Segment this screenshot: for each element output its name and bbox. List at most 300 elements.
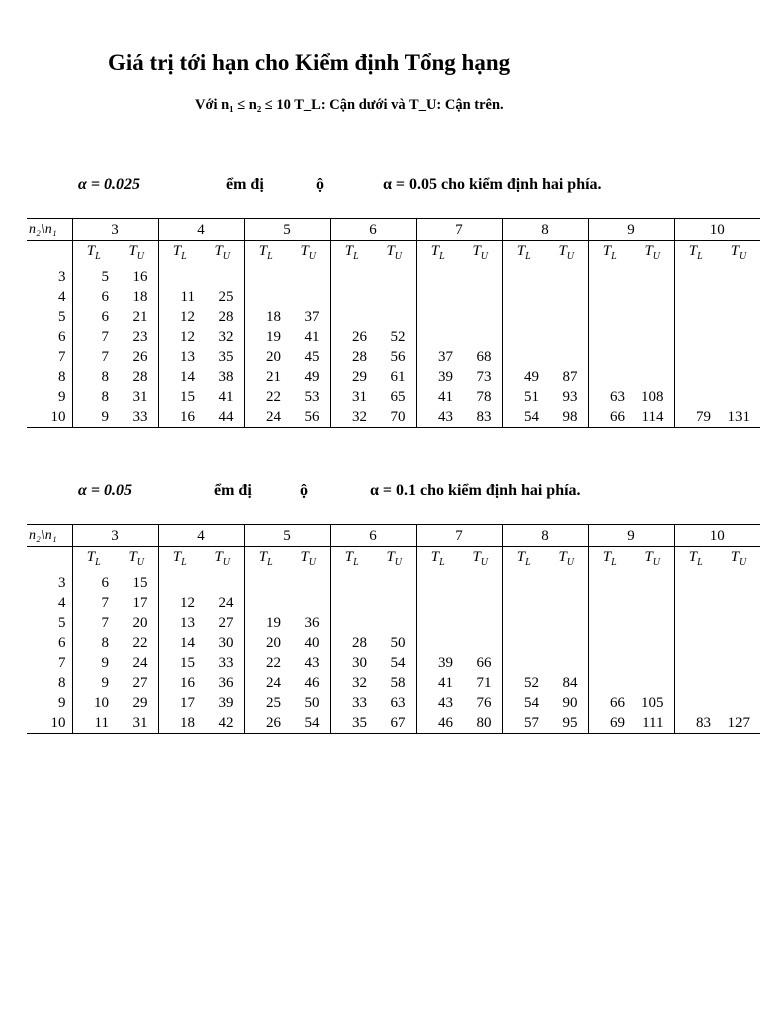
tu-value (717, 267, 760, 287)
tu-value (631, 593, 674, 613)
tu-value (459, 573, 502, 593)
tl-value: 6 (72, 307, 115, 327)
n2-label: 9 (27, 387, 72, 407)
tl-value (158, 267, 201, 287)
tl-value: 46 (416, 713, 459, 734)
tl-value: 8 (72, 387, 115, 407)
tl-label: $T_L$ (502, 241, 545, 268)
n1-header: 10 (674, 525, 760, 547)
tl-value (502, 613, 545, 633)
tu-value (631, 367, 674, 387)
tu-symbol: T (128, 243, 137, 259)
tl-symbol: T (602, 549, 612, 565)
tl-value: 18 (244, 307, 287, 327)
tl-value: 28 (330, 347, 373, 367)
tu-value: 54 (287, 713, 330, 734)
tu-value: 26 (132, 349, 148, 365)
n1-header: 4 (158, 219, 244, 241)
tu-value: 28 (218, 309, 234, 325)
tl-value: 16 (158, 407, 201, 428)
table-row (27, 387, 760, 407)
text-fragment: ểm đị (226, 176, 264, 193)
tl-value: 14 (158, 633, 201, 653)
tu-value: 76 (476, 695, 492, 711)
tu-symbol: T (300, 243, 309, 259)
tl-value (416, 593, 459, 613)
table-row (27, 713, 760, 734)
text-fragment: ộ (316, 176, 324, 193)
n1-header: 9 (588, 525, 674, 547)
text-fragment: ểm đị (214, 482, 252, 499)
tl-value (416, 327, 459, 347)
tu-value: 25 (218, 289, 234, 305)
tu-value: 98 (545, 407, 588, 428)
tu-value: 108 (641, 389, 664, 405)
tu-value (545, 307, 588, 327)
alpha-left: α = 0.025 (78, 176, 140, 193)
tu-value: 127 (717, 713, 760, 734)
tl-value: 41 (416, 673, 459, 693)
tu-symbol: T (558, 549, 567, 565)
tl-value: 30 (330, 653, 373, 673)
n1-header: 6 (330, 525, 416, 547)
tu-value (545, 347, 588, 367)
tu-label: $T_U$ (128, 549, 145, 568)
tu-value (201, 267, 244, 287)
tu-value (631, 307, 674, 327)
tl-label: $T_L$ (502, 547, 545, 574)
alpha-right: α = 0.05 cho kiểm định hai phía. (383, 176, 602, 193)
tu-value: 87 (562, 369, 578, 385)
tu-symbol: T (128, 549, 137, 565)
tu-value: 49 (304, 369, 320, 385)
table-row (27, 593, 760, 613)
tl-value: 14 (158, 367, 201, 387)
tl-value: 19 (244, 327, 287, 347)
tl-value (330, 613, 373, 633)
tl-label: $T_L$ (588, 547, 631, 574)
tu-value (545, 327, 588, 347)
tu-value: 38 (218, 369, 234, 385)
tl-value (588, 573, 631, 593)
tu-value: 42 (201, 713, 244, 734)
tu-value (717, 367, 760, 387)
table-row (27, 307, 760, 327)
tu-label: $T_U$ (386, 243, 403, 262)
corner-label: n₂\n₁ (27, 525, 72, 547)
tu-value: 32 (218, 329, 234, 345)
tl-value: 20 (244, 633, 287, 653)
n2-label: 5 (27, 613, 72, 633)
tl-value: 7 (72, 593, 115, 613)
tu-symbol: T (472, 549, 481, 565)
tu-label: $T_U$ (386, 549, 403, 568)
tl-symbol: T (86, 549, 96, 565)
tl-value: 11 (158, 287, 201, 307)
tl-value: 26 (244, 713, 287, 734)
tu-value (373, 267, 416, 287)
tl-symbol: T (516, 243, 526, 259)
tl-value (674, 573, 717, 593)
tl-symbol: T (688, 549, 698, 565)
n2-label: 3 (27, 267, 72, 287)
tl-value: 9 (72, 653, 115, 673)
page-title: Giá trị tới hạn cho Kiểm định Tổng hạng (108, 50, 511, 75)
tl-value (588, 347, 631, 367)
tl-value (674, 673, 717, 693)
tu-value (545, 633, 588, 653)
tl-value: 39 (416, 653, 459, 673)
tu-value (373, 613, 416, 633)
tl-value (416, 267, 459, 287)
tu-value: 18 (132, 289, 148, 305)
tu-label: $T_U$ (730, 549, 747, 568)
tu-value: 105 (641, 695, 664, 711)
tu-value (373, 307, 416, 327)
tu-value: 16 (132, 269, 148, 285)
tu-value: 73 (476, 369, 492, 385)
tl-label: $T_L$ (330, 547, 373, 574)
tl-value: 29 (330, 367, 373, 387)
tu-value: 67 (373, 713, 416, 734)
tl-label: $T_L$ (158, 241, 201, 268)
tu-symbol: T (214, 549, 223, 565)
tl-label: $T_L$ (588, 241, 631, 268)
n2-label: 4 (27, 287, 72, 307)
tu-value: 53 (304, 389, 320, 405)
tl-label: $T_L$ (72, 547, 115, 574)
tl-value: 24 (244, 673, 287, 693)
tu-value (545, 613, 588, 633)
tl-value (502, 327, 545, 347)
tl-value (502, 307, 545, 327)
tl-value (502, 633, 545, 653)
tl-symbol: T (258, 243, 268, 259)
tu-value: 70 (373, 407, 416, 428)
table-row (27, 267, 760, 287)
tl-value (588, 327, 631, 347)
tl-value: 13 (158, 613, 201, 633)
tl-value: 5 (72, 267, 115, 287)
tu-value: 71 (476, 675, 492, 691)
tl-value (588, 633, 631, 653)
tu-value: 31 (115, 713, 158, 734)
n1-header: 4 (158, 525, 244, 547)
alpha-right: α = 0.1 cho kiểm định hai phía. (370, 482, 581, 499)
tu-value: 52 (390, 329, 406, 345)
tl-symbol: T (430, 243, 440, 259)
tl-value: 12 (158, 307, 201, 327)
tl-symbol: T (430, 549, 440, 565)
tu-value: 35 (218, 349, 234, 365)
tu-value (631, 287, 674, 307)
tl-value: 57 (502, 713, 545, 734)
alpha-left: α = 0.05 (78, 482, 132, 499)
tl-value: 83 (674, 713, 717, 734)
tl-value: 9 (72, 407, 115, 428)
tl-value: 13 (158, 347, 201, 367)
tu-value: 39 (218, 695, 234, 711)
tl-value: 79 (674, 407, 717, 428)
n2-label: 4 (27, 593, 72, 613)
table-row (27, 367, 760, 387)
tl-value: 7 (72, 613, 115, 633)
tl-value (588, 287, 631, 307)
n1-header: 7 (416, 525, 502, 547)
tl-value (674, 287, 717, 307)
tl-value: 24 (244, 407, 287, 428)
n1-header: 6 (330, 219, 416, 241)
tu-symbol: T (386, 243, 395, 259)
table-row (27, 287, 760, 307)
tu-value: 66 (476, 655, 492, 671)
tu-value: 78 (476, 389, 492, 405)
tl-value (416, 633, 459, 653)
tu-label: $T_U$ (644, 549, 661, 568)
text-fragment: ộ (300, 482, 308, 499)
tu-value: 44 (201, 407, 244, 428)
tu-value (717, 593, 760, 613)
tu-value: 41 (304, 329, 320, 345)
tu-label: $T_U$ (558, 549, 575, 568)
tl-value: 41 (416, 387, 459, 407)
n2-label: 8 (27, 367, 72, 387)
tl-value: 6 (72, 287, 115, 307)
tu-value (717, 327, 760, 347)
tu-symbol: T (300, 549, 309, 565)
tu-value: 43 (304, 655, 320, 671)
tu-value: 22 (132, 635, 148, 651)
tl-value: 51 (502, 387, 545, 407)
row-header-blank (27, 547, 72, 574)
tu-value (459, 613, 502, 633)
tu-symbol: T (644, 243, 653, 259)
tl-value: 28 (330, 633, 373, 653)
tl-value: 15 (158, 387, 201, 407)
tu-value: 24 (218, 595, 234, 611)
tu-value: 21 (132, 309, 148, 325)
tu-value: 45 (304, 349, 320, 365)
tu-symbol: T (472, 243, 481, 259)
table-row (27, 327, 760, 347)
tu-value (201, 573, 244, 593)
tl-value: 69 (588, 713, 631, 734)
tl-value (674, 347, 717, 367)
table-row (27, 653, 760, 673)
tu-value (459, 327, 502, 347)
tu-label: $T_U$ (300, 243, 317, 262)
tu-value (717, 347, 760, 367)
tu-value: 80 (459, 713, 502, 734)
tl-value: 54 (502, 693, 545, 713)
tl-value (330, 267, 373, 287)
tu-value: 93 (562, 389, 578, 405)
tl-value (416, 613, 459, 633)
tl-value: 31 (330, 387, 373, 407)
tl-value: 16 (158, 673, 201, 693)
tl-value (244, 573, 287, 593)
tl-symbol: T (688, 243, 698, 259)
tu-value (631, 573, 674, 593)
tu-value: 84 (562, 675, 578, 691)
tl-value (330, 307, 373, 327)
tl-value (588, 307, 631, 327)
n2-label: 8 (27, 673, 72, 693)
tu-value (373, 573, 416, 593)
tl-value (502, 653, 545, 673)
tl-symbol: T (344, 549, 354, 565)
n1-header: 5 (244, 525, 330, 547)
tu-symbol: T (214, 243, 223, 259)
tl-value: 10 (72, 693, 115, 713)
tl-symbol: T (258, 549, 268, 565)
tu-value: 61 (390, 369, 406, 385)
tu-value (459, 287, 502, 307)
tu-symbol: T (558, 243, 567, 259)
tu-value (545, 573, 588, 593)
tl-label: $T_L$ (416, 241, 459, 268)
tl-value: 18 (158, 713, 201, 734)
tu-value (287, 573, 330, 593)
tu-value (717, 673, 760, 693)
tl-value: 52 (502, 673, 545, 693)
tl-value (502, 593, 545, 613)
corner-label: n₂\n₁ (27, 219, 72, 241)
tu-label: $T_U$ (644, 243, 661, 262)
tu-value: 46 (304, 675, 320, 691)
tu-value (459, 307, 502, 327)
tu-value: 95 (545, 713, 588, 734)
tl-value (588, 613, 631, 633)
tu-value: 27 (218, 615, 234, 631)
tl-value: 32 (330, 407, 373, 428)
tu-value (287, 593, 330, 613)
tu-value: 68 (476, 349, 492, 365)
tu-value (717, 693, 760, 713)
tu-value (373, 593, 416, 613)
tu-label: $T_U$ (214, 549, 231, 568)
tu-value (717, 387, 760, 407)
tl-value: 20 (244, 347, 287, 367)
tl-label: $T_L$ (158, 547, 201, 574)
tu-label: $T_U$ (128, 243, 145, 262)
tl-value: 21 (244, 367, 287, 387)
n2-label: 10 (27, 713, 72, 734)
n2-label: 3 (27, 573, 72, 593)
n1-header: 10 (674, 219, 760, 241)
tu-value: 50 (390, 635, 406, 651)
tu-value (459, 593, 502, 613)
tl-value (674, 693, 717, 713)
tu-value: 65 (390, 389, 406, 405)
tl-value: 19 (244, 613, 287, 633)
tl-value: 15 (158, 653, 201, 673)
n1-header: 7 (416, 219, 502, 241)
n2-label: 10 (27, 407, 72, 428)
tl-value (416, 287, 459, 307)
tl-label: $T_L$ (72, 241, 115, 268)
table-row (27, 347, 760, 367)
tl-label: $T_L$ (244, 241, 287, 268)
n2-label: 6 (27, 327, 72, 347)
table-row (27, 613, 760, 633)
tu-value (459, 633, 502, 653)
tl-value: 7 (72, 347, 115, 367)
tu-value: 30 (218, 635, 234, 651)
tu-value: 29 (132, 695, 148, 711)
tu-value: 23 (132, 329, 148, 345)
tu-value: 114 (631, 407, 674, 428)
tl-symbol: T (516, 549, 526, 565)
tl-value: 22 (244, 653, 287, 673)
tl-value (674, 367, 717, 387)
tl-value: 63 (588, 387, 631, 407)
tl-value: 8 (72, 367, 115, 387)
tl-value (502, 573, 545, 593)
tl-value: 8 (72, 633, 115, 653)
tu-value: 131 (717, 407, 760, 428)
tu-value (545, 287, 588, 307)
tl-label: $T_L$ (416, 547, 459, 574)
tu-value (717, 633, 760, 653)
tu-value (717, 653, 760, 673)
tl-value (674, 593, 717, 613)
tu-value (545, 653, 588, 673)
tl-value: 26 (330, 327, 373, 347)
critical-values-table (27, 524, 760, 734)
tl-value (588, 653, 631, 673)
tl-label: $T_L$ (330, 241, 373, 268)
tl-value (502, 347, 545, 367)
tl-symbol: T (86, 243, 96, 259)
tu-value: 56 (287, 407, 330, 428)
tl-value (674, 653, 717, 673)
tu-label: $T_U$ (730, 243, 747, 262)
tl-value: 6 (72, 573, 115, 593)
tl-value (588, 673, 631, 693)
tu-value (631, 267, 674, 287)
tl-value: 12 (158, 327, 201, 347)
tu-value: 36 (304, 615, 320, 631)
tu-value: 33 (218, 655, 234, 671)
tu-value (287, 287, 330, 307)
tl-value (416, 573, 459, 593)
tl-label: $T_L$ (244, 547, 287, 574)
tu-value: 63 (390, 695, 406, 711)
tu-value (631, 633, 674, 653)
tl-label: $T_L$ (674, 547, 717, 574)
tu-symbol: T (386, 549, 395, 565)
tu-value (631, 613, 674, 633)
table-row (27, 573, 760, 593)
table-row (27, 407, 760, 428)
tu-value (631, 347, 674, 367)
tu-value: 40 (304, 635, 320, 651)
tl-value (674, 387, 717, 407)
critical-values-table (27, 218, 760, 428)
tl-value: 39 (416, 367, 459, 387)
tl-value (330, 573, 373, 593)
tu-value (717, 307, 760, 327)
n1-header: 3 (72, 219, 158, 241)
n1-header: 8 (502, 525, 588, 547)
subtitle: Với n₁ ≤ n₂ ≤ 10 T_L: Cận dưới và T_U: Cận trên. (195, 97, 504, 113)
tl-value: 66 (588, 407, 631, 428)
tl-value: 43 (416, 693, 459, 713)
n1-header: 3 (72, 525, 158, 547)
tu-value: 17 (132, 595, 148, 611)
tl-value (244, 267, 287, 287)
